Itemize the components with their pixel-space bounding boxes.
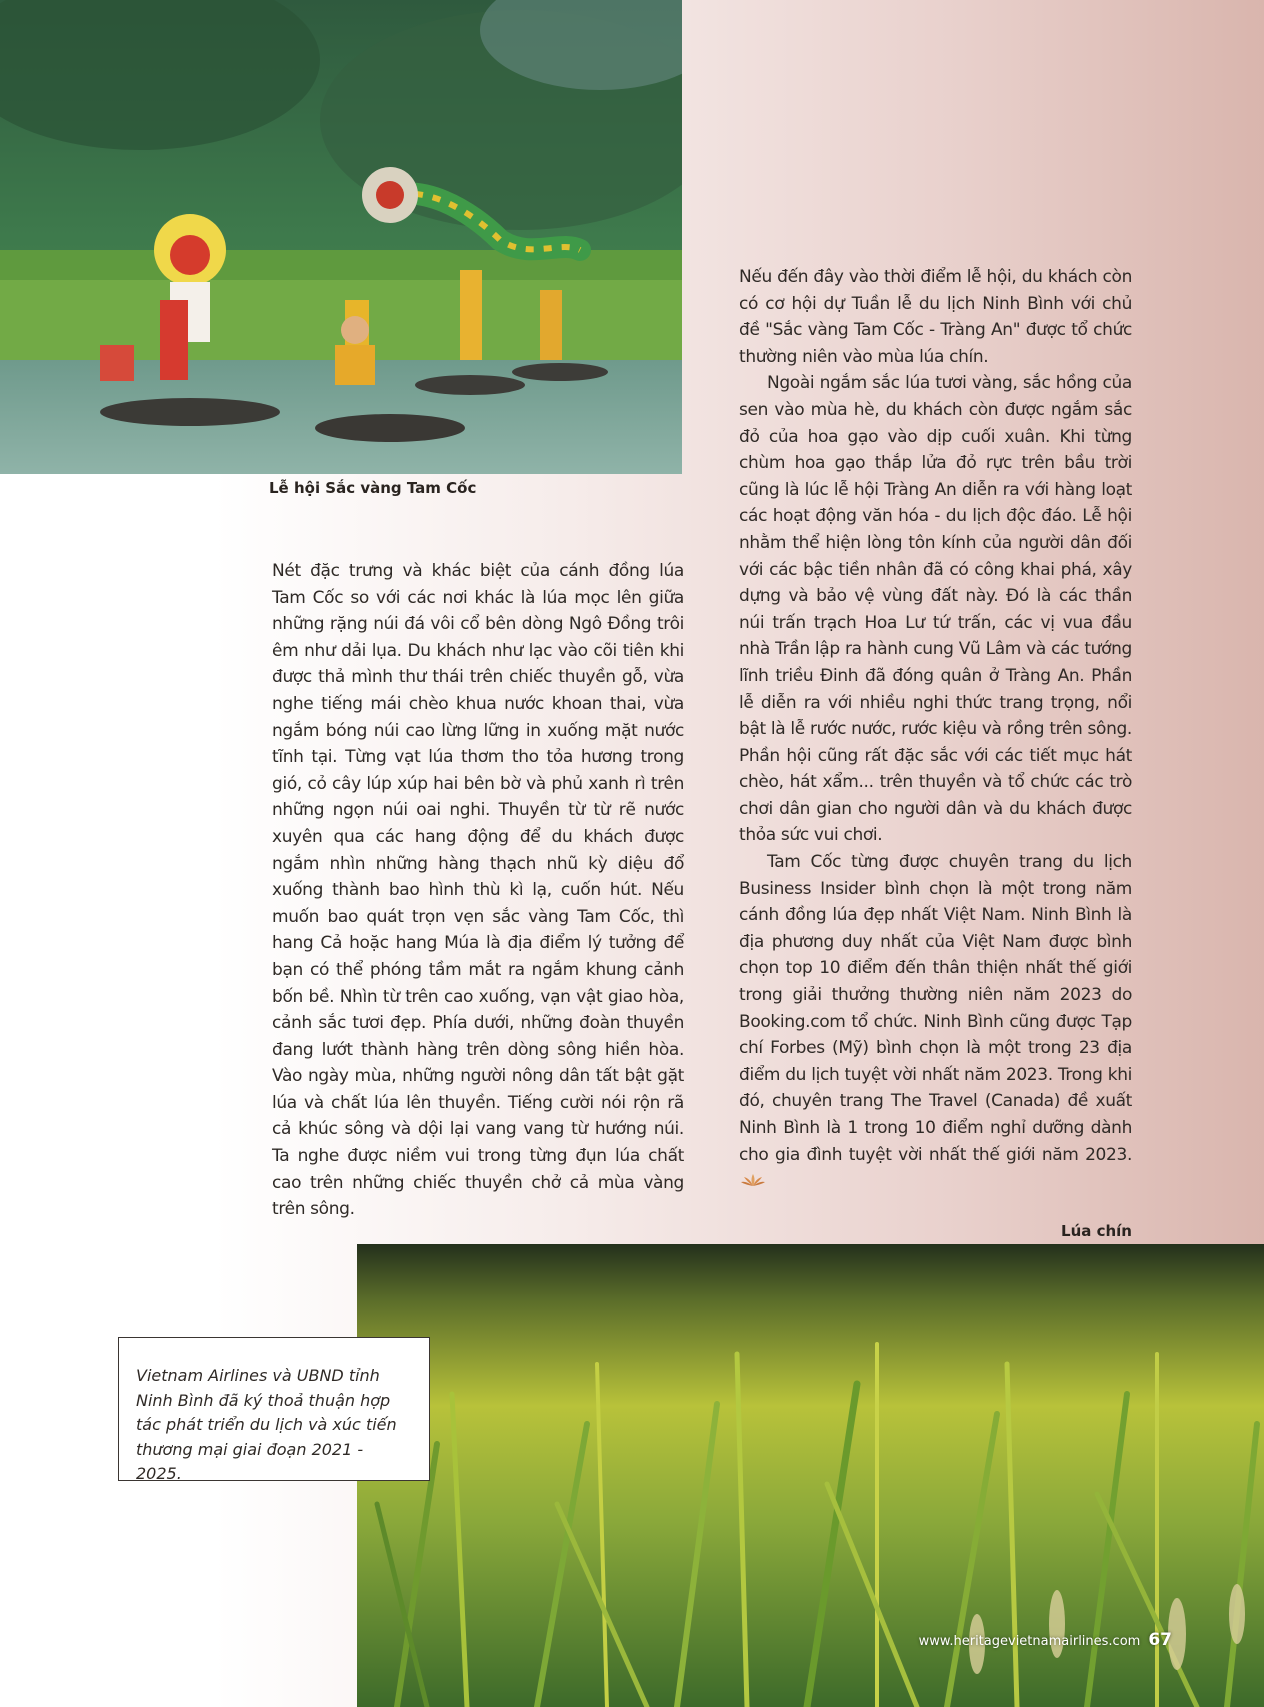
right-paragraph-1: Nếu đến đây vào thời điểm lễ hội, du khách còn có cơ hội dự Tuần lễ du lịch Ninh Bình với chủ đề "Sắc vàng Tam Cốc - Tràng An" được tổ chức thường niên vào mùa lúa chín. [739, 267, 1132, 367]
right-text-column [739, 264, 1132, 1195]
left-paragraph-1: Nét đặc trưng và khác biệt của cánh đồng lúa Tam Cốc so với các nơi khác là lúa mọc lên giữa những rặng núi đá vôi cổ bên dòng Ngô Đồng trôi êm như dải lụa. Du khách như lạc vào cõi tiên khi được thả mình thư thái trên chiếc thuyền gỗ, vừa nghe tiếng mái chèo khua nước khoan thai, vừa ngắm bóng núi cao lừng lững in xuống mặt nước tĩnh tại. Từng vạt lúa thơm tho tỏa hương trong gió, cỏ cây lúp xúp hai bên bờ và phủ xanh rì trên những ngọn núi oai nghi. Thuyền từ từ rẽ nước xuyên qua các hang động để du khách được ngắm nhìn những hàng thạch nhũ kỳ diệu đổ xuống thành bao hình thù kì lạ, cuốn hút. Nếu muốn bao quát trọn vẹn sắc vàng Tam Cốc, thì hang Cả hoặc hang Múa là địa điểm lý tưởng để bạn có thể phóng tầm mắt ra ngắm khung cảnh bốn bề. Nhìn từ trên cao xuống, vạn vật giao hòa, cảnh sắc tươi đẹp. Phía dưới, những đoàn thuyền đang lướt thành hàng trên dòng sông hiền hòa. Vào ngày mùa, những người nông dân tất bật gặt lúa và chất lúa lên thuyền. Tiếng cười nói rộn rã cả khúc sông và dội lại vang vang từ hướng núi. Ta nghe được niềm vui trong từng đụn lúa chất cao trên những chiếc thuyền chở cả mùa vàng trên sông. [272, 561, 684, 1220]
sidebar-note-text: Vietnam Airlines và UBND tỉnh Ninh Bình đã ký thoả thuận hợp tác phát triển du lịch và xúc tiến thương mại giai đoạn 2021 - 2025. [136, 1366, 397, 1483]
page-number: 67 [1148, 1630, 1172, 1650]
page-footer [919, 1630, 1172, 1650]
right-paragraph-3: Tam Cốc từng được chuyên trang du lịch Business Insider bình chọn là một trong năm cánh đồng lúa đẹp nhất Việt Nam. Ninh Bình là địa phương duy nhất của Việt Nam được bình chọn top 10 điểm đến thân thiện nhất thế giới trong giải thưởng thường niên năm 2023 do Booking.com tổ chức. Ninh Bình cũng được Tạp chí Forbes (Mỹ) bình chọn là một trong 23 địa điểm du lịch tuyệt vời nhất năm 2023. Trong khi đó, chuyên trang The Travel (Canada) đề xuất Ninh Bình là 1 trong 10 điểm nghỉ dưỡng dành cho gia đình tuyệt vời nhất thế giới năm 2023. [739, 852, 1132, 1165]
left-text-column [272, 558, 684, 1223]
lotus-icon [741, 1173, 765, 1187]
right-paragraph-2: Ngoài ngắm sắc lúa tươi vàng, sắc hồng của sen vào mùa hè, du khách còn được ngắm sắc đỏ của hoa gạo vào dịp cuối xuân. Khi từng chùm hoa gạo thắp lửa đỏ rực trên bầu trời cũng là lúc lễ hội Tràng An diễn ra với hàng loạt các hoạt động văn hóa - du lịch độc đáo. Lễ hội nhằm thể hiện lòng tôn kính của người dân đối với các bậc tiền nhân đã có công khai phá, xây dựng và bảo vệ vùng đất này. Đó là các thần núi trấn trạch Hoa Lư tứ trấn, các vị vua đầu nhà Trần lập ra hành cung Vũ Lâm và các tướng lĩnh triều Đinh đã đóng quân ở Tràng An. Phần lễ diễn ra với nhiều nghi thức trang trọng, nổi bật là lễ rước nước, rước kiệu và rồng trên sông. Phần hội cũng rất đặc sắc với các tiết mục hát chèo, hát xẩm... trên thuyền và tổ chức các trò chơi dân gian cho người dân và du khách được thỏa sức vui chơi. [739, 373, 1132, 846]
footer-url: www.heritagevietnamairlines.com [918, 1634, 1141, 1649]
festival-photo [0, 0, 682, 474]
sidebar-note-box [118, 1337, 430, 1481]
festival-caption: Lễ hội Sắc vàng Tam Cốc [269, 479, 477, 497]
rice-caption: Lúa chín [1061, 1222, 1132, 1240]
